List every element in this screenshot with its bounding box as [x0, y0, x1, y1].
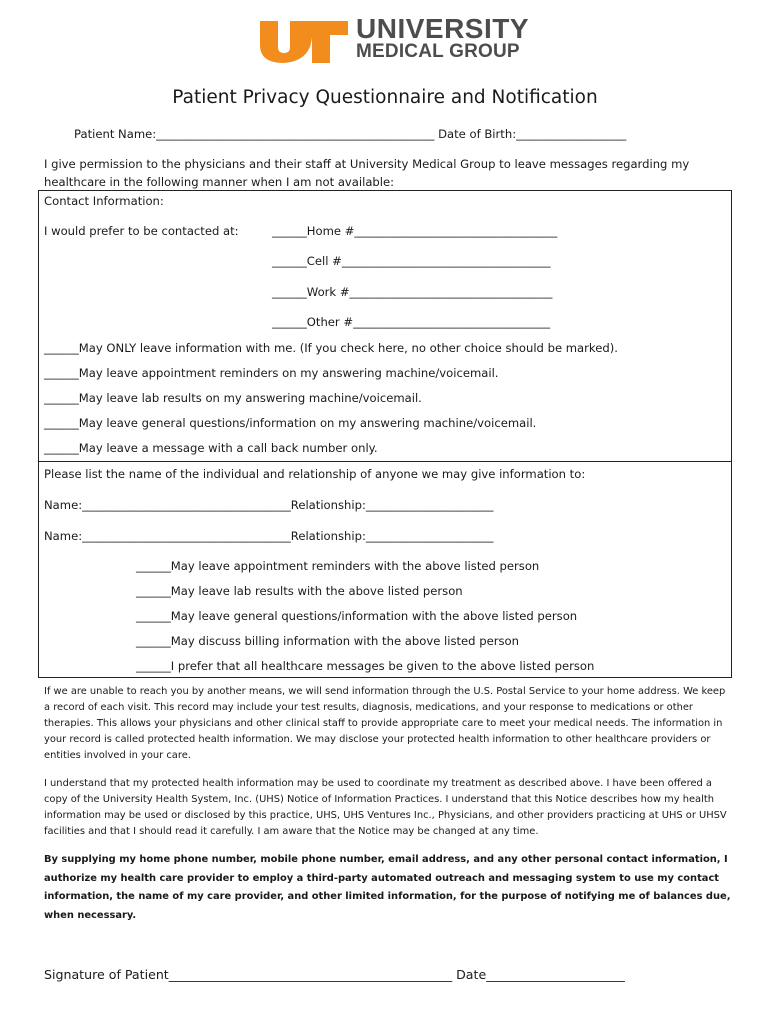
- permission-line-1: I give permission to the physicians and their staff at University Medical Group to leave messages regarding my: [44, 157, 690, 171]
- home-phone-line: ______Home #___________________________________: [272, 224, 558, 238]
- logo-line2: MEDICAL GROUP: [356, 41, 520, 62]
- option-only-me: ______May ONLY leave information with me. (If you check here, no other choice should be marked).: [44, 341, 618, 355]
- other-phone-line: ______Other #__________________________________: [272, 315, 551, 329]
- name-relationship-line-2: Name:____________________________________Relationship:______________________: [44, 529, 494, 543]
- logo-line1: UNIVERSITY: [356, 13, 530, 44]
- person-option-general: ______May leave general questions/information with the above listed person: [136, 609, 578, 623]
- option-lab-voicemail: ______May leave lab results on my answering machine/voicemail.: [44, 391, 422, 405]
- person-option-billing: ______May discuss billing information with the above listed person: [136, 634, 519, 648]
- ut-logo-icon: [258, 17, 350, 65]
- person-option-appointments: ______May leave appointment reminders with the above listed person: [136, 559, 540, 573]
- list-heading: Please list the name of the individual and relationship of anyone we may give information to:: [44, 467, 586, 481]
- page-title: Patient Privacy Questionnaire and Notification: [172, 87, 598, 108]
- university-medical-group-logo: [258, 13, 530, 67]
- signature-date-line: Signature of Patient_____________________________________________ Date______________________: [44, 967, 625, 982]
- prefer-contact-label: I would prefer to be contacted at:: [44, 224, 239, 238]
- cell-phone-line: ______Cell #____________________________________: [272, 254, 551, 268]
- notice-paragraph: I understand that my protected health information may be used to coordinate my treatment as described above. I have been offered a copy of the University Health System, Inc. (UHS) Notice of Information Practices. I understand that this Notice describes how my health information may be used or disclosed by this practice, UHS, UHS Ventures Inc., Physicians, and other providers practicing at UHS or UHSV facilities and that I should read it carefully. I am aware that the Notice may be changed at any time.: [44, 778, 727, 837]
- permission-line-2: healthcare in the following manner when I am not available:: [44, 175, 395, 189]
- option-appointment-voicemail: ______May leave appointment reminders on my answering machine/voicemail.: [44, 366, 499, 380]
- name-relationship-line-1: Name:____________________________________Relationship:______________________: [44, 498, 494, 512]
- patient-name-dob-line: Patient Name:________________________________________________ Date of Birth:___________________: [74, 127, 627, 141]
- postal-service-paragraph: If we are unable to reach you by another means, we will send information through the U.S. Postal Service to your home address. We keep a record of each visit. This record may include your test results, diagnosis, medications, and your response to medications or other therapies. This allows your physicians and other clinical staff to provide appropriate care to meet your medical needs. The information in your record is called protected health information. We may disclose your protected health information to other healthcare providers or entities involved in your care.: [44, 686, 726, 761]
- option-general-voicemail: ______May leave general questions/information on my answering machine/voicemail.: [44, 416, 537, 430]
- option-callback-only: ______May leave a message with a call back number only.: [44, 441, 378, 455]
- person-option-lab-results: ______May leave lab results with the above listed person: [136, 584, 463, 598]
- work-phone-line: ______Work #___________________________________: [272, 285, 553, 299]
- contact-heading: Contact Information:: [44, 194, 164, 208]
- automated-outreach-paragraph: By supplying my home phone number, mobile phone number, email address, and any other personal contact information, I authorize my health care provider to employ a third-party automated outreach and messaging system to use my contact information, the name of my care provider, and other limited information, for the purpose of notifying me of balances due, when necessary.: [44, 854, 731, 921]
- person-option-all-messages: ______I prefer that all healthcare messages be given to the above listed person: [136, 659, 595, 673]
